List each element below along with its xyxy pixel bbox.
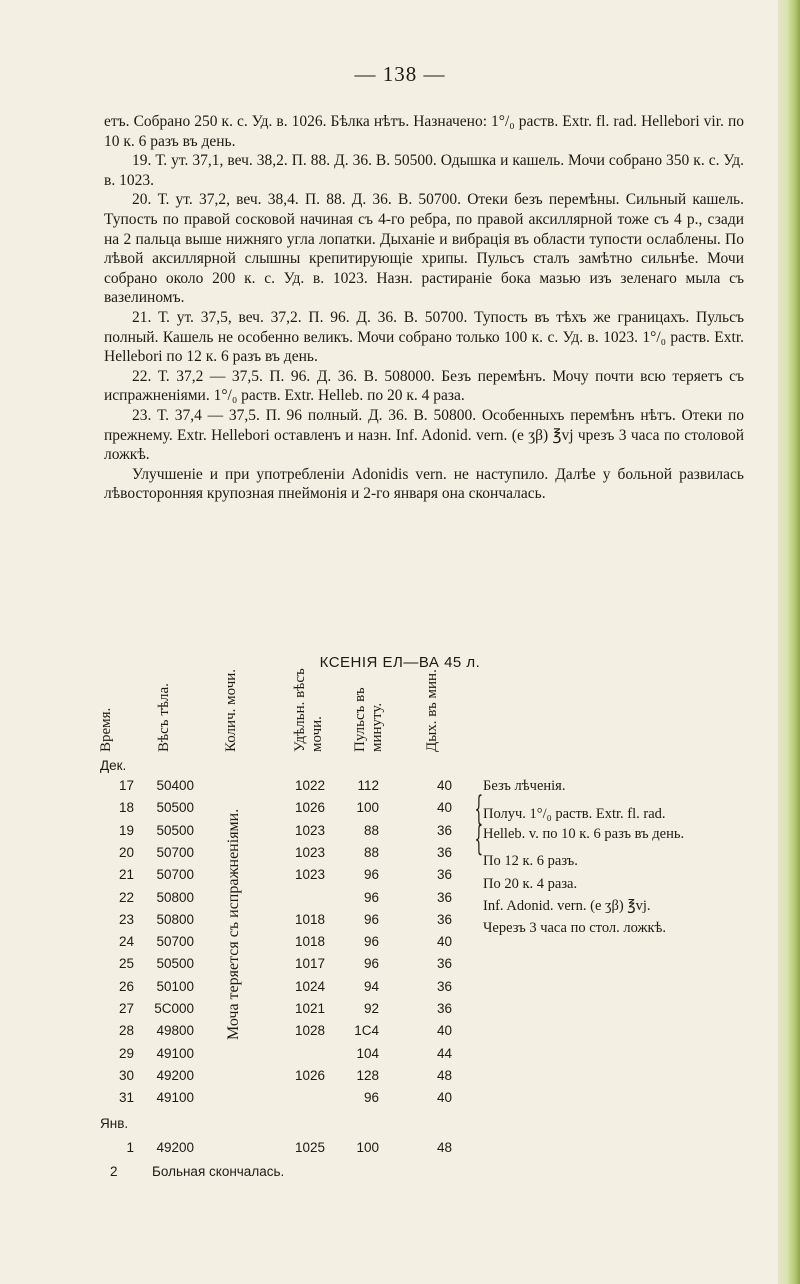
table-cell-day: 27 [118, 1001, 134, 1016]
treatment-note: По 20 к. 4 раза. [483, 876, 578, 892]
paragraph: 23. Т. 37,4 — 37,5. П. 96 полный. Д. 36. В. 50800. Особенныхъ перемѣнъ нѣтъ. Отеки по прежнему. Extr. Hellebori оставленъ и назн. Inf. Adonid. vern. (e ʒβ) ℥vj чрезъ 3 часа по столовой ложкѣ. [104, 406, 744, 464]
table-cell-resp: 36 [436, 978, 452, 994]
table-cell-weight: 50500 [156, 822, 194, 838]
column-header-respiration: Дых. въ мин. [424, 669, 440, 752]
paragraph: Улучшеніе и при употребленіи Adonidis vern. не наступило. Далѣе у больной развилась лѣвосторонняя крупозная пнеймонія и 2-го января она скончалась. [104, 465, 744, 503]
table-cell-gravity: 1021 [294, 1001, 325, 1016]
table-cell-day: 1 [126, 1140, 134, 1155]
table-cell-weight: 50700 [156, 844, 194, 860]
table-cell-gravity: 1024 [294, 978, 325, 994]
table-cell-pulse: 96 [363, 911, 379, 927]
table-cell-pulse: 112 [357, 778, 379, 793]
treatment-note: Черезъ 3 часа по стол. ложкѣ. [483, 920, 667, 936]
table-cell-resp: 40 [436, 800, 452, 816]
paragraph: 21. Т. ут. 37,5, веч. 37,2. П. 96. Д. 36. В. 50700. Тупость въ тѣхъ же границахъ. Пульсъ полный. Кашель не особенно великъ. Мочи собрано только 100 к. с. Уд. в. 1023. 1°/₀ раств. Extr. Hellebori по 12 к. 6 разъ въ день. [104, 308, 744, 366]
column-header-pulse: Пульсъ въ минуту. [352, 687, 385, 752]
table-cell-weight: 49100 [156, 1090, 194, 1106]
table-cell-pulse: 100 [356, 1140, 379, 1155]
table-cell-resp: 36 [436, 956, 452, 972]
table-cell-gravity: 1023 [294, 822, 325, 838]
table-cell-gravity: 1022 [294, 778, 325, 793]
table-cell-weight: 50100 [156, 978, 194, 994]
table-cell-resp: 40 [436, 1090, 452, 1106]
month-label-jan: Янв. [100, 1116, 129, 1131]
table-cell-weight: 50700 [156, 934, 194, 950]
table-cell-weight: 50700 [156, 867, 194, 883]
table-cell-day: 30 [118, 1067, 134, 1083]
table-cell-pulse: 88 [363, 822, 379, 838]
table-title: КСЕНІЯ ЕЛ—ВА 45 л. [319, 654, 481, 671]
table-cell-resp: 40 [436, 778, 452, 793]
table-cell-gravity: 1028 [294, 1023, 325, 1039]
column-header-time: Время. [98, 707, 114, 752]
table-cell-resp: 48 [436, 1140, 452, 1155]
vertical-note: Моча теряется съ испражненіями. [225, 808, 242, 1040]
table-cell-resp: 36 [436, 822, 452, 838]
table-cell-pulse: 88 [363, 844, 379, 860]
table-cell-resp: 36 [436, 911, 452, 927]
body-text [104, 112, 744, 504]
table-cell-day: 18 [118, 800, 134, 816]
table-cell-pulse: 96 [363, 1090, 379, 1106]
brace: { [474, 819, 484, 859]
paragraph: 22. Т. 37,2 — 37,5. П. 96. Д. 36. В. 508000. Безъ перемѣнъ. Мочу почти всю теряетъ съ испражненіями. 1°/₀ раств. Extr. Helleb. по 20 к. 4 раза. [104, 367, 744, 405]
table-cell-gravity: 1017 [294, 956, 325, 972]
table-cell-resp: 44 [436, 1045, 452, 1061]
table-cell-pulse: 104 [356, 1045, 379, 1061]
table-cell-day: 22 [118, 889, 134, 905]
table-cell-pulse: 1C4 [354, 1023, 379, 1039]
column-header-weight: Вѣсъ тѣла. [156, 683, 172, 752]
brace: { [474, 789, 484, 829]
treatment-note: Inf. Adonid. vern. (e ʒβ) ℥vj. [483, 898, 651, 914]
table-cell-weight: 50400 [156, 778, 194, 793]
table-cell-pulse: 94 [363, 978, 379, 994]
table-cell-gravity: 1025 [294, 1140, 325, 1155]
table-cell-weight: 50500 [156, 800, 194, 816]
table-cell-day: 21 [118, 867, 134, 883]
column-header-specific-gravity: Удѣльн. вѣсъ мочи. [292, 668, 325, 752]
table-cell-day: 28 [118, 1023, 134, 1039]
table-cell-pulse: 96 [363, 889, 379, 905]
table-cell-weight: 49800 [156, 1023, 194, 1039]
table-cell-pulse: 92 [363, 1001, 379, 1016]
treatment-note: Безъ лѣченія. [483, 778, 566, 794]
table-cell-resp: 48 [436, 1067, 452, 1083]
final-note: Больная скончалась. [152, 1164, 285, 1179]
table-cell-weight: 49200 [156, 1067, 194, 1083]
table-cell-resp: 40 [436, 1023, 452, 1039]
table-cell-gravity: 1023 [294, 867, 325, 883]
table-cell-day: 25 [118, 956, 134, 972]
paragraph: етъ. Собрано 250 к. с. Уд. в. 1026. Бѣлка нѣтъ. Назначено: 1°/₀ раств. Extr. fl. rad. Hellebori vir. по 10 к. 6 разъ въ день. [104, 113, 744, 150]
table-cell-resp: 36 [436, 844, 452, 860]
table-cell-gravity: 1026 [294, 800, 325, 816]
table-cell-weight: 5C000 [154, 1001, 194, 1016]
table-cell-resp: 36 [436, 867, 452, 883]
table-cell-pulse: 96 [363, 956, 379, 972]
page-number: — 138 — [354, 62, 446, 86]
table-cell-day: 17 [118, 778, 134, 793]
table-cell-gravity: 1018 [294, 934, 325, 950]
table-cell-pulse: 128 [356, 1067, 379, 1083]
paragraph: 20. Т. ут. 37,2, веч. 38,4. П. 88. Д. 36. В. 50700. Отеки безъ перемѣны. Сильный кашель. Тупость по правой сосковой начиная съ 4-го ребра, по правой аксиллярной тоже съ 4 р., сзади на 2 пальца выше нижняго угла лопатки. Дыханіе и вибрація въ области тупости ослаблены. По лѣвой аксиллярной слышны крепитирующіе хрипы. Пульсъ сталъ замѣтно сильнѣе. Мочи собрано около 200 к. с. Уд. в. 1023. Назн. растираніе бока мазью изъ зеленаго мыла съ вазелиномъ. [104, 191, 744, 307]
month-label-dec: Дек. [100, 758, 127, 773]
table-cell-resp: 40 [436, 934, 452, 950]
treatment-note: Получ. 1°/₀ раств. Extr. fl. rad. [483, 806, 666, 822]
table-cell-gravity: 1018 [294, 911, 325, 927]
table-cell-day: 23 [118, 911, 134, 927]
table-cell-resp: 36 [436, 889, 452, 905]
table-cell-pulse: 96 [363, 867, 379, 883]
table-cell-day: 26 [118, 978, 134, 994]
column-header-urine-volume: Колич. мочи. [223, 668, 239, 752]
table-cell-day: 24 [118, 934, 134, 950]
page-edge [778, 0, 800, 1284]
table-cell-pulse: 100 [356, 800, 379, 816]
table-cell-weight: 50500 [156, 956, 194, 972]
treatment-note: Helleb. v. по 10 к. 6 разъ въ день. [483, 826, 685, 842]
table-cell-gravity: 1023 [294, 844, 325, 860]
final-day: 2 [110, 1164, 118, 1179]
table-cell-weight: 50800 [156, 889, 194, 905]
table-cell-gravity: 1026 [294, 1067, 325, 1083]
treatment-note: По 12 к. 6 разъ. [483, 853, 578, 869]
table-cell-day: 19 [118, 822, 134, 838]
paragraph: 19. Т. ут. 37,1, веч. 38,2. П. 88. Д. 36. В. 50500. Одышка и кашель. Мочи собрано 350 к. с. Уд. в. 1023. [104, 152, 744, 189]
table-cell-weight: 49200 [156, 1140, 194, 1155]
table-cell-weight: 50800 [156, 911, 194, 927]
table-cell-resp: 36 [436, 1001, 452, 1016]
table-cell-pulse: 96 [363, 934, 379, 950]
table-cell-day: 20 [118, 844, 134, 860]
table-cell-day: 29 [118, 1045, 134, 1061]
table-cell-day: 31 [118, 1090, 134, 1106]
table-cell-weight: 49100 [156, 1045, 194, 1061]
